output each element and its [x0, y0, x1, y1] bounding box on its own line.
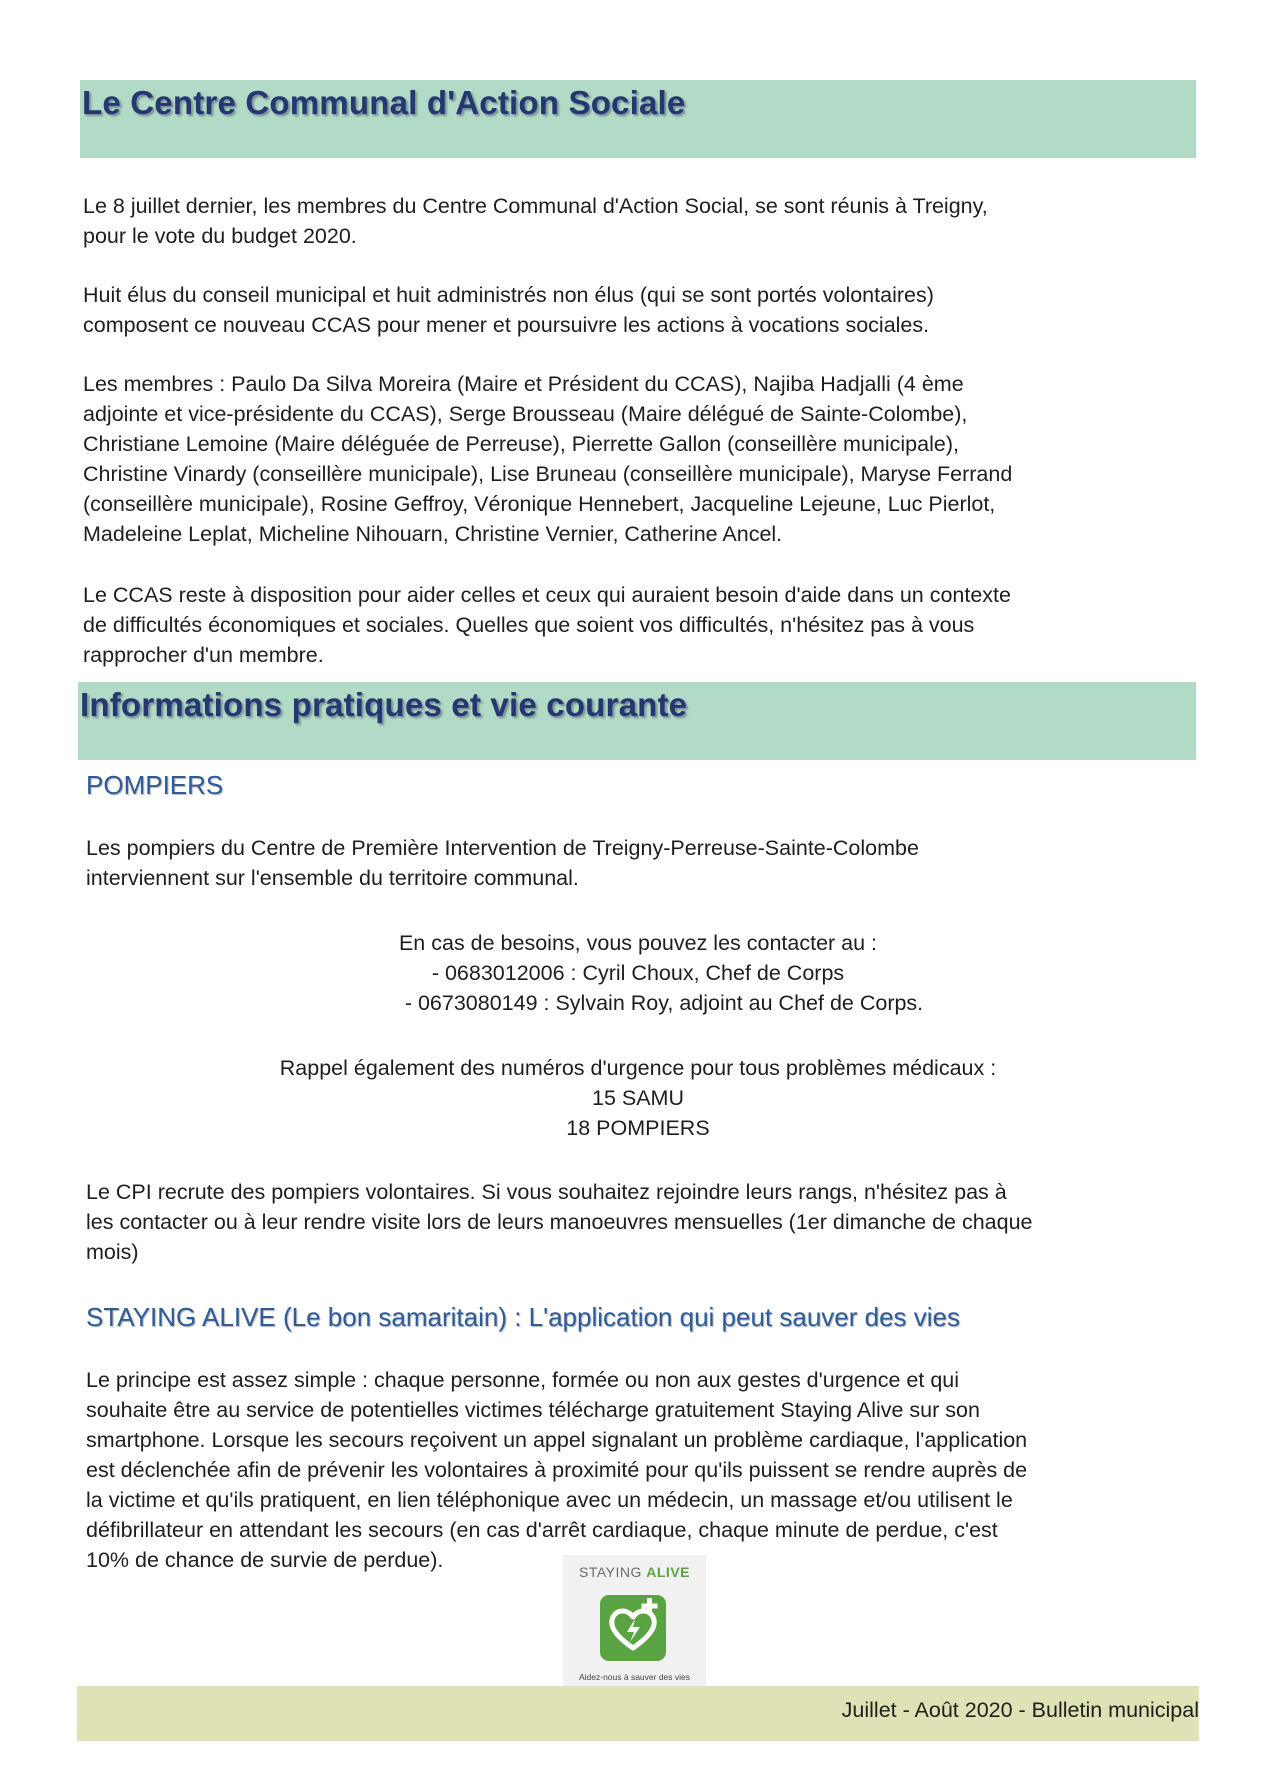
subheading-staying-alive: STAYING ALIVE (Le bon samaritain) : L'application qui peut sauver des vies [86, 1302, 961, 1332]
ccas-paragraph-4: Le CCAS reste à disposition pour aider celles et ceux qui auraient besoin d'aide dans un contexte de difficultés économiques et sociales. Quelles que soient vos difficultés, n'hésitez pas à vous rapprocher d'un membre. [83, 583, 1011, 667]
ccas-paragraph-2: Huit élus du conseil municipal et huit administrés non élus (qui se sont portés volontaires) composent ce nouveau CCAS pour mener et poursuivre les actions à vocations sociales. [83, 283, 934, 337]
ccas-paragraph-members: Les membres : Paulo Da Silva Moreira (Maire et Président du CCAS), Najiba Hadjalli (4 ème adjointe et vice-présidente du CCAS), Serge Brousseau (Maire délégué de Sainte-Colombe), Christiane Lemoine (Maire déléguée de Perreuse), Pierrette Gallon (conseillère municipale), Christine Vinardy (conseillère municipale), Lise Bruneau (conseillère municipale), Maryse Ferrand (conseillère municipale), Rosine Geffroy, Véronique Hennebert, Jacqueline Lejeune, Luc Pierlot, Madeleine Leplat, Micheline Nihouarn, Christine Vernier, Catherine Ancel. [83, 372, 1013, 546]
pompiers-recrutement: Le CPI recrute des pompiers volontaires. Si vous souhaitez rejoindre leurs rangs, n'hésitez pas à les contacter ou à leur rendre visite lors de leurs manoeuvres mensuelles (1er dimanche de chaque mois) [86, 1180, 1033, 1264]
section-header-ccas [80, 80, 1196, 158]
staying-alive-paragraph: Le principe est assez simple : chaque personne, formée ou non aux gestes d'urgence et qui souhaite être au service de potentielles victimes télécharge gratuitement Staying Alive sur son smartphone. Lorsque les secours reçoivent un appel signalant un problème cardiaque, l'application est déclenchée afin de prévenir les volontaires à proximité pour qu'ils puissent se rendre auprès de la victime et qu'ils pratiquent, en lien téléphonique avec un médecin, un massage et/ou utilisent le défibrillateur en attendant les secours (en cas d'arrêt cardiaque, chaque minute de perdue, c'est 10% de chance de survie de perdue). [86, 1368, 1028, 1572]
footer-text: Juillet - Août 2020 - Bulletin municipal [841, 1698, 1199, 1722]
ccas-paragraph-1: Le 8 juillet dernier, les membres du Centre Communal d'Action Social, se sont réunis à Treigny, pour le vote du budget 2020. [83, 194, 988, 248]
app-name: STAYING ALIVE [578, 1564, 690, 1580]
heart-defibrillator-plus-icon [600, 1595, 666, 1661]
pompiers-intro: Les pompiers du Centre de Première Intervention de Treigny-Perreuse-Sainte-Colombe interviennent sur l'ensemble du territoire communal. [86, 836, 919, 890]
section-title-informations: Informations pratiques et vie courante [80, 686, 688, 723]
page-footer [77, 1686, 1199, 1741]
section-title-ccas: Le Centre Communal d'Action Sociale [82, 84, 686, 121]
staying-alive-app-image [563, 1555, 706, 1690]
pompiers-urgence: Rappel également des numéros d'urgence pour tous problèmes médicaux : 15 SAMU 18 POMPIERS [279, 1056, 997, 1140]
subheading-pompiers: POMPIERS [86, 770, 224, 800]
section-header-informations [78, 682, 1196, 760]
pompiers-contacts: En cas de besoins, vous pouvez les contacter au : - 0683012006 : Cyril Choux, Chef de Corps - 0673080149 : Sylvain Roy, adjoint au Chef de Corps. [398, 931, 924, 1015]
app-tagline: Aidez-nous à sauver des vies [578, 1672, 691, 1682]
